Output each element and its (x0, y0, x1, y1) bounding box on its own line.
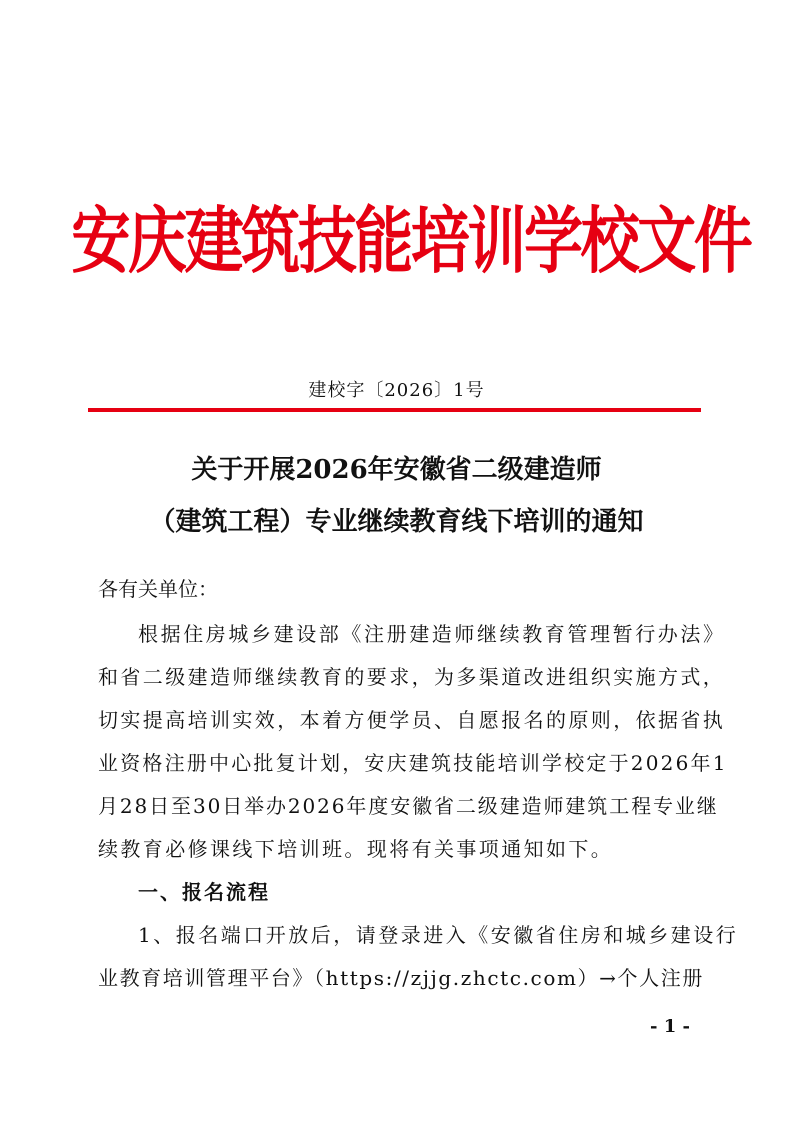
red-divider-line (88, 408, 701, 412)
paragraph-line: 业资格注册中心批复计划，安庆建筑技能培训学校定于2026年1 (98, 751, 728, 775)
paragraph-line: 续教育必修课线下培训班。现将有关事项通知如下。 (98, 837, 614, 861)
paragraph-line: 1、报名端口开放后，请登录进入《安徽省住房和城乡建设行 (138, 923, 739, 947)
section-heading: 一、报名流程 (138, 880, 270, 904)
org-document-header: 安庆建筑技能培训学校文件 (71, 198, 751, 283)
paragraph-line: 月28日至30日举办2026年度安徽省二级建造师建筑工程专业继 (98, 794, 719, 818)
document-number: 建校字〔2026〕1号 (308, 380, 485, 401)
notice-title-line-1: 关于开展2026年安徽省二级建造师 (191, 455, 602, 485)
paragraph-line: 切实提高培训实效，本着方便学员、自愿报名的原则，依据省执 (98, 708, 726, 732)
paragraph-line: 业教育培训管理平台》（https://zjjg.zhctc.com）→个人注册 (98, 966, 704, 990)
paragraph-line: 和省二级建造师继续教育的要求，为多渠道改进组织实施方式， (98, 665, 726, 689)
notice-title-line-2: （建筑工程）专业继续教育线下培训的通知 (149, 507, 644, 537)
paragraph-line: 根据住房城乡建设部《注册建造师继续教育管理暂行办法》 (138, 622, 726, 646)
page-number: - 1 - (650, 1016, 690, 1037)
salutation: 各有关单位： (98, 577, 218, 601)
